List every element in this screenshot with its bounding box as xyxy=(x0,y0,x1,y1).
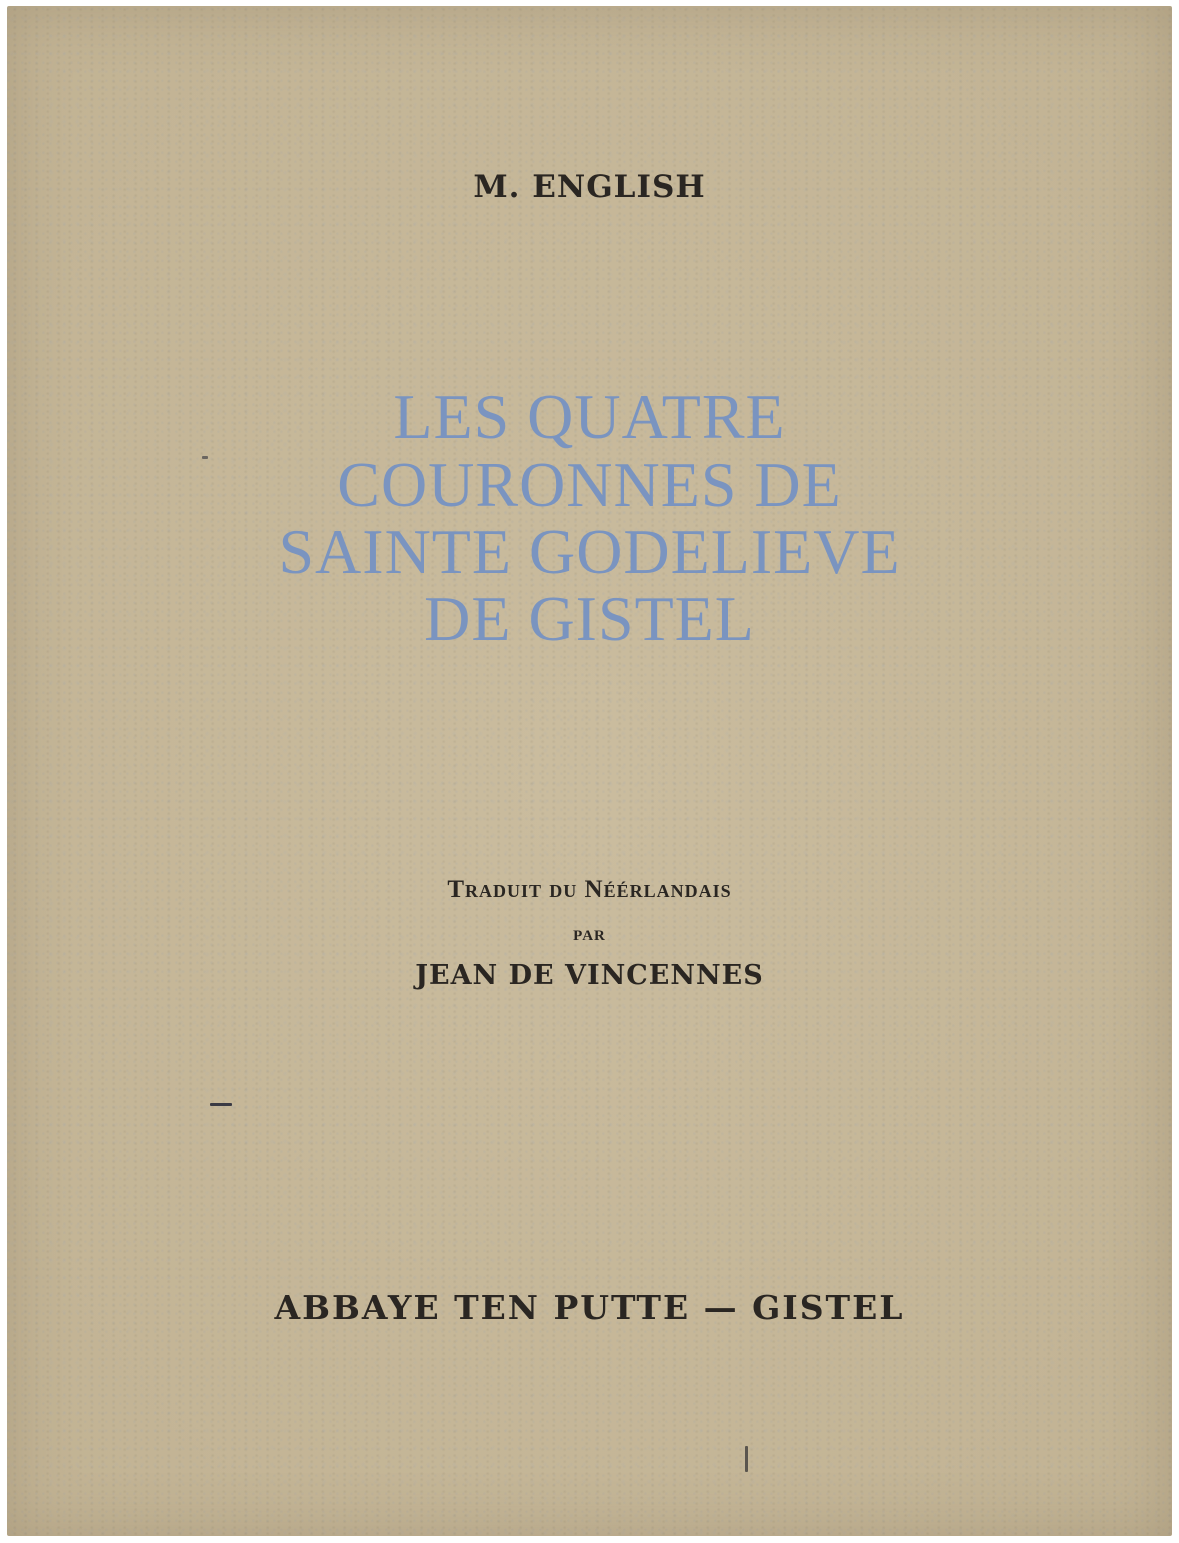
title-line-1: LES QUATRE xyxy=(393,381,786,452)
translated-from: Traduit du Néérlandais xyxy=(447,876,732,903)
paper-speck xyxy=(745,1446,748,1472)
title-line-4: DE GISTEL xyxy=(424,583,755,654)
by-word: par xyxy=(573,920,606,945)
book-cover xyxy=(7,6,1172,1536)
translator-name: JEAN DE VINCENNES xyxy=(415,960,764,991)
title-line-2: COURONNES DE xyxy=(337,449,842,520)
author-name: M. ENGLISH xyxy=(473,169,706,205)
publisher: ABBAYE TEN PUTTE — GISTEL xyxy=(274,1288,905,1327)
title-line-3: SAINTE GODELIEVE xyxy=(278,516,901,587)
paper-speck xyxy=(202,456,208,459)
paper-speck xyxy=(210,1103,232,1106)
